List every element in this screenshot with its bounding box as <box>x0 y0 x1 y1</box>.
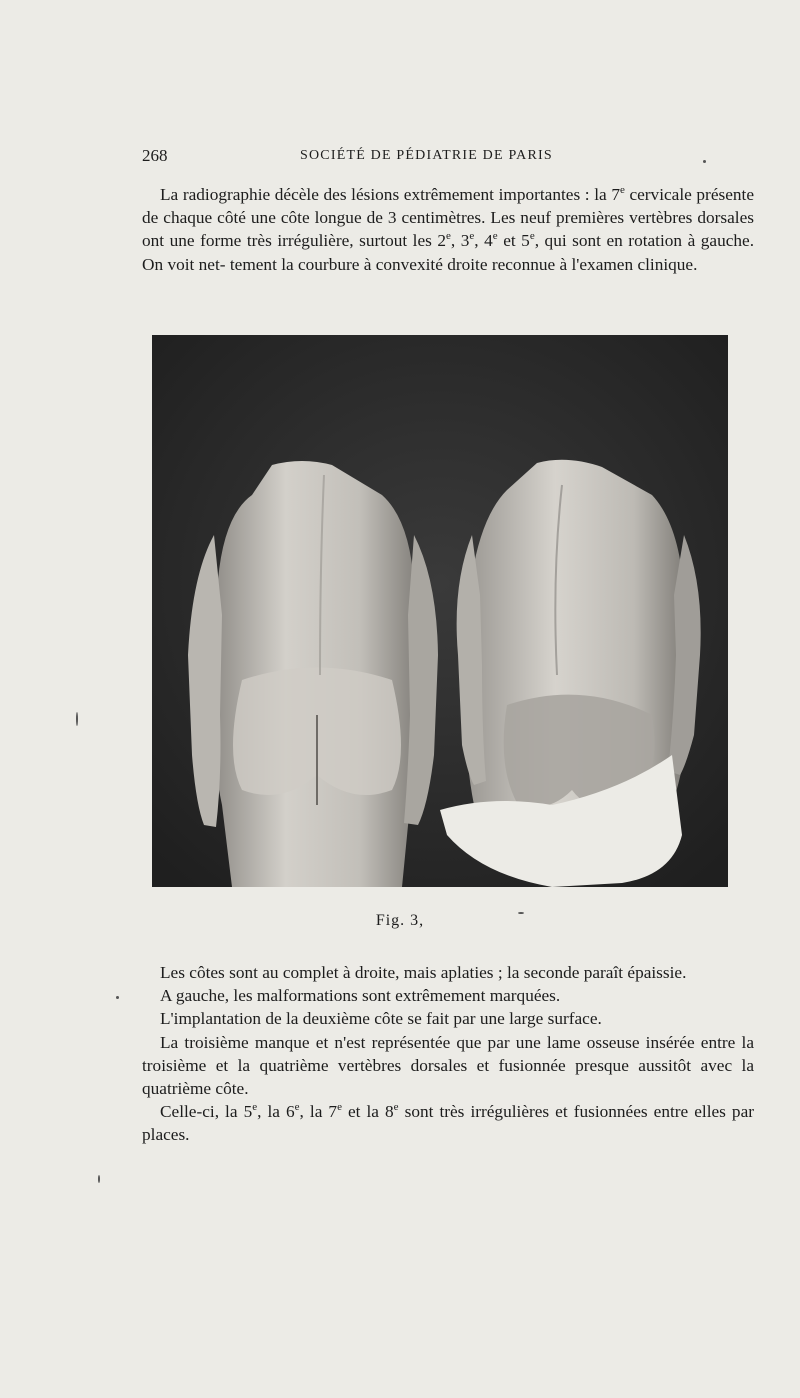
text-fragment: et la 8 <box>341 1102 394 1122</box>
paragraph-troisieme: La troisième manque et n'est représentée que par une lame osseuse insérée entre la troisième et la quatrième vertèbres dorsales et fusionnée presque aussitôt avec la quatrième côte. <box>142 1032 754 1099</box>
paragraph-gauche: A gauche, les malformations sont extrêmement marquées. <box>160 986 561 1006</box>
text-line: Les neuf premières vertèbres dorsales ont une forme très irrégulière, <box>142 208 754 251</box>
text-fragment: sont très irrégulières et fusionnées entre elles par places. <box>142 1102 755 1145</box>
superscript: e <box>492 230 498 243</box>
photograph-two-backs <box>152 335 728 887</box>
paper-speck <box>98 1175 100 1183</box>
text-fragment: , 3 <box>450 231 470 251</box>
top-paragraph <box>142 183 754 276</box>
paper-speck <box>703 160 706 163</box>
superscript: e <box>294 1101 300 1114</box>
text-fragment: Celle-ci, la 5 <box>160 1102 253 1122</box>
paragraph-radiographie <box>142 183 754 276</box>
page-number: 268 <box>142 146 168 165</box>
figure-photograph <box>152 335 728 887</box>
text-line: surtout les 2 <box>359 231 447 251</box>
superscript: e <box>529 230 535 243</box>
text-fragment: et 5 <box>497 231 530 251</box>
figure-caption: Fig. 3, <box>375 912 425 929</box>
paper-speck <box>116 996 119 999</box>
journal-title: SOCIÉTÉ DE PÉDIATRIE DE PARIS <box>300 148 553 163</box>
text-line: tement la courbure à convexité droite reconnue à l'examen clinique. <box>229 254 698 274</box>
superscript: e <box>337 1101 342 1114</box>
text-line: La radiographie décèle des lésions extrêmement importantes : la <box>160 185 607 204</box>
text-fragment: , qui sont en rotation à gauche. On voit net- <box>142 231 755 274</box>
text-line: 7 <box>611 185 620 204</box>
paragraph-implantation: L'implantation de la deuxième côte se fait par une large surface. <box>160 1009 602 1029</box>
text-fragment: , la 7 <box>299 1102 338 1122</box>
running-header <box>142 146 742 170</box>
superscript: e <box>469 230 475 243</box>
text-fragment: , 4 <box>474 231 493 251</box>
text-line: cervicale présente de chaque côté une côte longue de 3 centimètres. <box>142 185 754 228</box>
bottom-paragraphs <box>142 961 754 1147</box>
paragraph-celle-ci <box>142 1100 754 1146</box>
text-fragment: , la 6 <box>257 1102 295 1122</box>
superscript: e <box>446 230 451 243</box>
superscript: e <box>393 1101 399 1114</box>
paragraph-cotes-droite: Les côtes sont au complet à droite, mais aplaties ; la seconde paraît épaissie. <box>160 963 687 982</box>
paper-speck <box>76 712 78 726</box>
superscript: e <box>252 1101 258 1114</box>
superscript: e <box>619 184 625 197</box>
paper-speck <box>518 912 524 914</box>
